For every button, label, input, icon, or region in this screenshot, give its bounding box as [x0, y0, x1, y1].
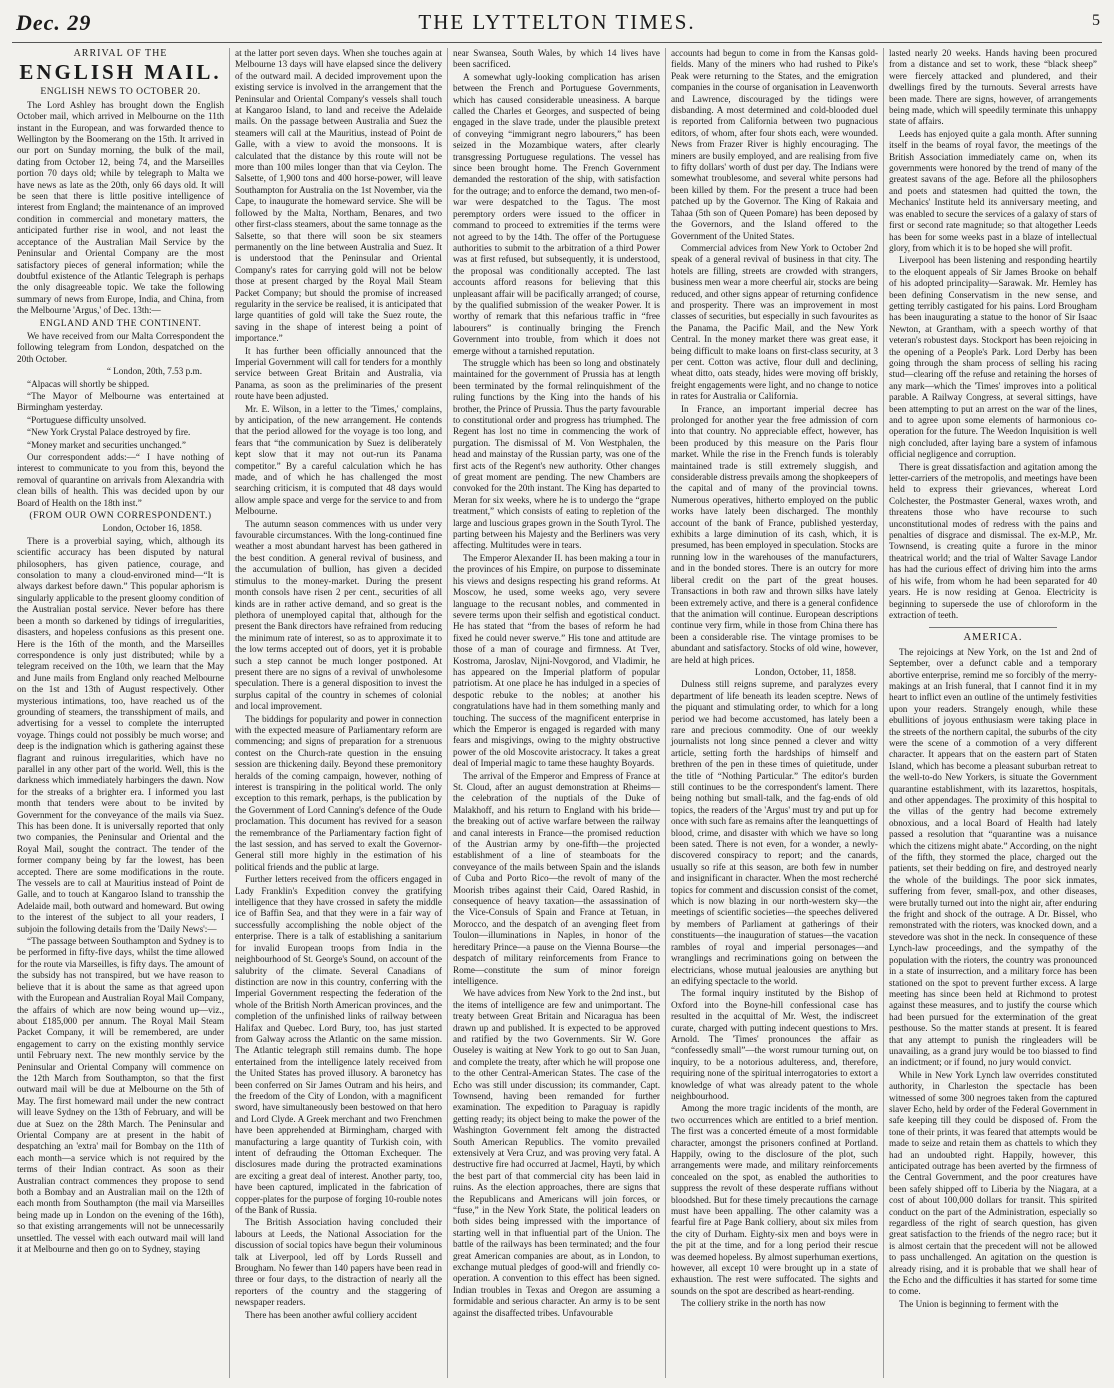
dateline: London, October, 11, 1858.: [754, 666, 856, 677]
telegram-line: “The Mayor of Melbourne was entertained at Birmingham yesterday.: [17, 390, 224, 413]
paragraph: The autumn season commences with us under very favourable circumstances. With the long-continued fine weather a most abundant harvest has been gathered in the best condition. A general revival of business, and the accumulation of bullion, has given a decided stimulus to the money-market. During the present month consols have risen 2 per cent., securities of all kinds are in rather active demand, and so great is the plethora of unemployed capital that, although for the present the Bank directors have refrained from reducing the minimum rate of interest, so as to approximate it to the low terms accepted out of doors, yet it is probable such a step cannot be much longer postponed. At present there are no signs of a revival of unwholesome speculation. There is a general disposition to invest the surplus capital of the country in schemes of colonial and local improvement.: [235, 518, 442, 712]
paragraph: The rejoicings at New York, on the 1st and 2nd of September, over a defunct cable and a temporary abortive enterprise, remind me so forcibly of the merry-makings at an Irish funeral, that I cannot find it in my heart to inflict even an outline of the untimely festivities upon your readers. Strangely enough, while these ebullitions of joyous enthusiasm were taking place in the streets of the northern capital, the suburbs of the city were the scene of a commotion of a very different character. It appears that on the eastern part of Staten Island, which has become a pleasant suburban retreat to the well-to-do New Yorkers, is situate the Government quarantine establishment, with its lazarettos, hospitals, and other appendages. The proximity of this hospital to the villas of the gentry had become extremely obnoxious, and a local Board of Health had lately passed a resolution that “quarantine was a nuisance which the citizens might abate.” According, on the night of the fifth, they stormed the place, charged out the patients, set their bedding on fire, and destroyed nearly the whole of the buildings. The poor sick inmates, suffering from fever, small-pox, and other diseases, were brutally turned out into the night air, after enduring the fright and shock of the outrage. A Dr. Bissel, who remonstrated with the rioters, was knocked down, and a stevedore was shot in the neck. In consequence of these Lynch-law proceedings, and the sympathy of the population with the rioters, the country was pronounced in a state of insurrection, and a military force has been stationed on the spot to prevent further excess. A large meeting has since been held at Richmond to protest against these measures, and to justify the course which had been pursued for the extermination of the great pesthouse. So the matter stands at present. It is feared that any attempt to punish the ringleaders will be unavailing, as a grand jury would be too biassed to find an indictment; or if found, no jury would convict.: [889, 646, 1097, 1068]
headline: ENGLISH MAIL.: [19, 60, 222, 85]
newspaper-title: THE LYTTELTON TIMES.: [418, 10, 696, 34]
paragraph: The formal inquiry instituted by the Bishop of Oxford into the Boyne-hill confessional case has resulted in the acquittal of Mr. West, the indiscreet curate, charged with putting indecent questions to Mrs. Arnold. The 'Times' pronounces the affair as “confessedly small”—the worst rumour turning out, on inquiry, to be a notorious adulteress, and, therefore, requiring none of the spiritual interrogatories to extort a knowledge of what was already patent to the whole neighbourhood.: [671, 988, 878, 1101]
paragraph: The Lord Ashley has brought down the English October mail, which arrived in Melbourne on the 11th instant in the European, and was forwarded thence to Wellington by the Boomerang on the 15th. It arrived in our port on Sunday morning, the bulk of the mail, dating from October 12, being 74, and the Marseilles portion 70 days old; while by telegraph to Malta we have news as late as the 20th, only 66 days old. It will be seen that there is little positive intelligence of interest from England; the maintenance of an improved condition in commercial and monetary matters, the anticipated further rise in wool, and not least the acceptance of the Australian Mail Service by the Peninsular and Oriental Company are the most satisfactory pieces of general information; while the doubtful existence of the Atlantic Telegraph is perhaps the only disagreeable topic. We take the following summary of news from Europe, India, and China, from the Melbourne 'Argus,' of Dec. 13th:—: [17, 99, 224, 316]
paragraph: The Union is beginning to ferment with the: [899, 1298, 1059, 1309]
paragraph: at the latter port seven days. When she touches again at Melbourne 13 days will have elapsed since the delivery of the outward mail. A decided improvement upon the existing service is involved in the arrangement that the Peninsular and Oriental Company's vessels shall touch at Kangaroo Island, to land and receive the Adelaide mails. On the passage between Australia and Suez the steamers will call at the Mauritius, instead of Point de Galle, with a view to avoid the monsoons. It is calculated that the distance by this route will not be more than 100 miles longer than that via Ceylon. The Salsette, of 1,900 tons and 400 horse-power, will leave Southampton for Australia on the 1st November, via the Cape, to inaugurate the homeward service. She will be followed by the Malta, Northam, Benares, and two other first-class steamers, about the same tonnage as the Salsette, so that there will soon be six steamers permanently on the line between Australia and Suez. It is understood that the Peninsular and Oriental Company's rates for carrying gold will not be below those at present charged by the Royal Mail Steam Packet Company; but should the promise of increased regularity in the service be realised, it is anticipated that large quantities of gold will take the Suez route, the saving in the shape of interest being a point of importance.”: [235, 48, 442, 344]
paragraph: Dulness still reigns supreme, and paralyzes every department of life beneath its leaden sceptre. News of the piquant and stimulating order, to which for a long period we had become accustomed, has lately been a rare and precious commodity. One of our weekly journalists not long since penned a clever and witty article, setting forth the hardships of himself and brethren of the pen in these times of quietitude, under the title of “Nothing Particular.” The editor's burden still continues to be the correspondent's lament. There being nothing but small-talk, and the fag-ends of old topics, the readers of the 'Argus' must try and put up for once with such fare as remains after the leanquettings of blood, crime, and disaster with which we have so long been sated. There is not even, for a wonder, a newly-discovered conspiracy to report; and the canards, usually so rife at this season, are both few in number and insignificant in character. When the most recherché topics for comment and discussion consist of the comet, which is now blazing in our north-western sky—the meetings of scientific societies—the speeches delivered by members of Parliament at gatherings of their constituents—the inauguration of statues—the vacation rambles of royal and imperial personages—and wranglings and recriminations going on between the electricians, whose mutual jealousies are anything but an edifying spectacle to the world.: [671, 679, 878, 986]
paragraph: Mr. E. Wilson, in a letter to the 'Times,' complains, by anticipation, of the new arrangement. He contends that the period allowed for the voyage is too long, and fears that “the communication by Suez is deliberately kept slow that it may not out-run its Panama competitor.” By a careful calculation which he has made, and of which he has challenged the most searching criticism, it is computed that 48 days would allow ample space and verge for the service to and from Melbourne.: [235, 403, 442, 517]
subheadline: ENGLISH NEWS TO OCTOBER 20.: [40, 86, 201, 98]
paragraph: The Emperor Alexander II. has been making a tour in the provinces of his Empire, on purpose to disseminate his views and designs respecting his grand reforms. At Moscow, he used, some weeks ago, very severe language to the recusant nobles, and commented in severe terms upon their selfish and egotistical conduct. He has stated that “from the bases of reform he had fixed he could never swerve.” His tone and attitude are those of a man of courage and firmness. At Tver, Kostroma, Jaroslav, Nijni-Novgorod, and Vladimir, he has appeared on the Imperial platform of popular patriotism. At one place he has indulged in a species of despotic rebuke to the nobles; at another his congratulations have had in them something manly and touching. The success of the magnificent enterprise in which the Emperor is engaged is regarded with many fears and misgivings, owing to the mighty obstructive power of the old Moscovite aristocracy. It takes a great deal of Imperial magic to tame these haughty Boyards.: [453, 552, 660, 769]
dateline: “ London, 20th, 7.53 p.m.: [106, 366, 202, 377]
paragraph: It has further been officially announced that the Imperial Government will call for tenders for a monthly service between Great Britain and Australia, via Panama, as soon as the preliminaries of the present route have been adjusted.: [235, 345, 442, 402]
paragraph: lasted nearly 20 weeks. Hands having been procured from a distance and set to work, these “black sheep” were fiercely attacked and plundered, and their dwellings fired by the turnouts. Several arrests have been made. There are signs, however, of arrangements being made, which will speedily terminate this unhappy state of affairs.: [889, 48, 1097, 127]
paragraph: Among the more tragic incidents of the month, are two occurrences which are entitled to a brief mention. The first was a concerted émeute of a most formidable character, amongst the prisoners confined at Portland. Happily, owing to the disclosure of the plot, such arrangements were made, and military reinforcements concealed on the spot, as enabled the authorities to suppress the revolt of these desperate ruffians without bloodshed. But for these timely precautions the carnage must have been appalling. The other calamity was a fearful fire at Page Bank colliery, about six miles from the city of Durham. Eighty-six men and boys were in the pit at the time, and for a long period their rescue was deemed hopeless. By almost superhuman exertions, however, all except 10 were brought up in a state of exhaustion. The rest were suffocated. The sights and sounds on the spot are described as heart-rending.: [671, 1103, 878, 1296]
paragraph: We have advices from New York to the 2nd inst., but the items of intelligence are few and unimportant. The treaty between Great Britain and Nicaragua has been drawn up and published. It is expected to be approved and ratified by the two Governments. Sir W. Gore Ouseley is waiting at New York to go out to San Juan, and complete the treaty, after which he will propose one to the other Central-American States. The case of the Echo was still under discussion; its commander, Capt. Townsend, having been remanded for further examination. The expedition to Paraguay is rapidly getting ready; its object being to make the power of the Washington Government felt among the distracted South American Republics. The vomito prevailed extensively at Vera Cruz, and was proving very fatal. A destructive fire had occurred at Jacmel, Hayti, by which the best part of that commercial city has been laid in ruins. As the election approaches, there are signs that the Republicans and Americans will join forces, or “fuse,” in the New York State, the political leaders on both sides being impressed with the importance of starting well in that influential part of the Union. The battle of the railways has been terminated; and the four great American companies are about, as in London, to exchange mutual pledges of good-will and friendly co-operation. A convention to this effect has been signed. Indian troubles in Texas and Oregon are assuming a formidable and serious character. An army is to be sent against the disaffected tribes. Unfavourable: [453, 988, 660, 1318]
masthead: [0, 0, 1114, 44]
paragraph: Commercial advices from New York to October 2nd speak of a general revival of business in that city. The hotels are filling, streets are crowded with strangers, business men wear a more cheerful air, stocks are being reduced, and other signs appear of returning confidence and prosperity. There was an improvement in most classes of securities, but especially in such favourites as the Panama, the Pacific Mail, and the New York Central. In the money market there was great ease, it being difficult to make loans on first-class security, at 3 per cent. Cotton was active, flour dull and declining, wheat ditto, oats steady, hides were moving off briskly, freight engagements were light, and no change to notice in rates for Australia or California.: [671, 242, 878, 402]
section-heading-america: AMERICA.: [963, 632, 1023, 644]
telegram-line: “Alpacas will shortly be shipped.: [27, 378, 150, 389]
paragraph: The colliery strike in the north has now: [681, 1298, 826, 1309]
paragraph: We have received from our Malta Correspondent the following telegram from London, despatched on the 20th October.: [17, 330, 224, 364]
paragraph: Our correspondent adds:—“ I have nothing of interest to communicate to you from this, beyond the removal of quarantine on arrivals from Alexandria with clean bills of health. This was decided upon by our Board of Health on the 18th inst.”: [17, 452, 224, 508]
paragraph: “The passage between Southampton and Sydney is to be performed in fifty-five days, whilst the time allowed for the route via Marseilles, is fifty days. The amount of the subsidy has not transpired, but we have reason to believe that it is about the same as that agreed upon with the European and Australian Royal Mail Company, the affairs of which are now being wound up—viz., about £185,000 per annum. The Royal Mail Steam Packet Company, it will be remembered, are under engagement to carry on the existing monthly service until February next. The new monthly service by the Peninsular and Oriental Company will commence on the 12th March from Southampton, so that the first outward mail will be due at Melbourne on the 5th of May. The first homeward mail under the new contract will leave Sydney on the 13th of February, and will be due at Suez on the 28th March. The Peninsular and Oriental Company are at present in the habit of despatching an 'extra' mail for Bombay on the 11th of each month—a service which is not required by the terms of their Indian contract. As soon as their Australian contract commences they propose to send both a Bombay and an Australian mail on the 12th of each month from Southampton (the mail via Marseilles being made up in London on the evening of the 16th), so that existing arrangements will not be unnecessarily unsettled. The vessel with each outward mail will land it at Melbourne and then go on to Sydney, staying: [17, 936, 224, 1255]
column-2: [230, 48, 448, 1378]
paragraph: Leeds has enjoyed quite a gala month. After sunning itself in the beams of royal favor, the meetings of the British Association immediately came on, when its governments were honored by the trend of many of the greatest savans of the age. Before all the philosophers and poets and statesmen had quitted the town, the Mechanics' Institute held its anniversary meeting, and was enabled to secure the services of a galaxy of stars of first or second rate magnitude; so that altogether Leeds has been for some weeks past in a blaze of intellectual glory, from which it is to be hoped she will profit.: [889, 128, 1097, 253]
paragraph: There has been another awful colliery accident: [245, 1309, 417, 1320]
telegram-line: “Portuguese difficulty unsolved.: [27, 414, 146, 425]
paragraph: accounts had begun to come in from the Kansas gold-fields. Many of the miners who had rushed to Pike's Peak were returning to the States, and the emigration companies in the course of organisation in Leavenworth and Lawrence, discouraged by the tidings were disbanding. A most determined and cold-blooded duel is reported from California between two pugnacious editors, of whom, after four shots each, were wounded. News from Frazer River is highly encouraging. The miners are busily employed, and are realising from five to fifty dollars' worth of dust per day. The Indians were somewhat troublesome, and several white persons had been killed by them. For the present a truce had been patched up by the Governor. The King of Rakaia and Tahaa (5th son of Queen Pomare) has been deposed by the Governors, and the Island offered to the Government of the United States.: [671, 48, 878, 241]
dateline: London, October 16, 1858.: [102, 523, 202, 534]
column-1: [12, 48, 230, 1378]
column-4: [666, 48, 884, 1378]
headline-kicker: ARRIVAL OF THE: [73, 48, 168, 59]
columns: [12, 48, 1104, 1378]
paragraph: A somewhat ugly-looking complication has arisen between the French and Portuguese Governments, which has caused considerable uneasiness. A barque called the Charles et Georges, and suspected of being engaged in the slave trade, under the plausible pretext of conveying “immigrant negro labourers,” has been seized in the Mozambique waters, after clearly transgressing Portuguese regulations. The vessel has since been brought home. The French Government demanded the restoration of the ship, with satisfaction for the outrage; and to enforce the demand, two men-of-war were despatched to the Tagus. The most peremptory orders were issued to the officer in command to proceed to extremities if the terms were not agreed to by the 14th. The offer of the Portuguese authorities to submit to the arbitration of a third Power was at first refused, but subsequently, it is understood, the proposal was conditionally accepted. The last accounts afford reasons for believing that this unpleasant affair will be pacifically arranged; of course, by the qualified submission of the weaker Power. It is worthy of remark that this nefarious traffic in “free labourers” is continually bringing the French Government into trouble, from which it does not emerge without a tarnished reputation.: [453, 71, 660, 356]
column-5: [884, 48, 1102, 1378]
paragraph: Further letters received from the officers engaged in Lady Franklin's Expedition convey the gratifying intelligence that they have crossed in safety the middle ice of Baffin Sea, and that they were in a fair way of successfully accomplishing the noble object of the enterprise. There is a talk of establishing a sanitarium for invalid European troops from India in the neighbourhood of St. George's Sound, on account of the salubrity of the climate. Several Canadians of distinction are now in this country, conferring with the Imperial Government respecting the federation of the whole of the British North American provinces, and the completion of the unfinished links of railway between Halifax and Quebec. Lord Bury, too, has just started from Galway across the Atlantic on the same mission. The Atlantic telegraph still remains dumb. The hope entertained from the intelligence lately received from the United States has proved illusory. A baronetcy has been conferred on Sir James Outram and his heirs, and the freedom of the City of London, with a magnificent sword, have simultaneously been bestowed on that hero and Lord Clyde. A Greek merchant and two Frenchmen have been apprehended at Birmingham, charged with manufacturing a large quantity of Turkish coin, with intent of defrauding the Ottoman Exchequer. The disclosures made during the protracted examinations are exciting a great deal of interest. Another party, too, have been captured, implicated in the fabrication of copper-plates for the purpose of forging 10-rouble notes of the Bank of Russia.: [235, 874, 442, 1216]
paragraph: The British Association having concluded their labours at Leeds, the National Association for the discussion of social topics have begun their voluminous talk at Liverpool, led off by Lords Russell and Brougham. No fewer than 140 papers have been read in three or four days, to the distraction of nearly all the reporters of the country and the staggering of newspaper readers.: [235, 1217, 442, 1308]
section-divider: [929, 627, 1057, 628]
paragraph: near Swansea, South Wales, by which 14 lives have been sacrificed.: [453, 48, 660, 70]
paragraph: The biddings for popularity and power in connection with the expected measure of Parliamentary reform are commencing; and signs of preparation for a strenuous contest on the Church-rate question in the ensuing session are thickening daily. Beyond these premonitory heralds of the coming campaign, however, nothing of interest is transpiring in the political world. The only exception to this remark, perhaps, is the publication by the Government of Lord Canning's defence of the Oude proclamation. This document has revived for a season the remembrance of the Parliamentary faction fight of the last session, and has served to exalt the Governor-General still more highly in the estimation of his political friends and the public at large.: [235, 713, 442, 872]
paragraph: The struggle which has been so long and obstinately maintained for the government of Prussia has at length been terminated by the formal relinquishment of the ruling functions by the King into the hands of his brother, the Prince of Prussia. Thus the party favourable to constitutional order and progress has triumphed. The Regent has lost no time in commencing the work of purgation. The dismissal of M. Von Westphalen, the head and mainstay of the Russian party, was one of the first acts of the Regent's new authority. Other changes of great moment are pending. The new Chambers are convoked for the 20th instant. The King has departed to Meran for six weeks, where he is to undergo the “grape treatment,” which consists of eating to repletion of the large and luscious grapes grown in the South Tyrol. The parting between his Majesty and the Berliners was very affecting. Multitudes were in tears.: [453, 357, 660, 551]
column-3: [448, 48, 666, 1378]
paragraph: While in New York Lynch law overrides constituted authority, in Charleston the spectacle has been witnessed of some 300 negroes taken from the captured slaver Echo, held by order of the Federal Government in safe keeping till they could be disposed of. From the tone of their prints, it was feared that attempts would be made to seize and retain them as chattels to which they had an undoubted right. Happily, however, this anticipated outrage has been averted by the firmness of the Central Government, and the poor creatures have been safely shipped off to Liberia by the Niagara, at a cost of about 100,000 dollars for transit. This spirited conduct on the part of the Administration, especially so regardless of the right of search question, has given great satisfaction to the friends of the negro race; but it is almost certain that the precedent will not be allowed to pass unchallenged. An agitation on the question is already rising, and it is probable that we shall hear of the Echo and the difficulties it has started for some time to come.: [889, 1069, 1097, 1297]
masthead-rule: [12, 42, 1102, 43]
paragraph: Liverpool has been listening and responding heartily to the eloquent appeals of Sir James Brooke on behalf of his adopted principality—Sarawak. Mr. Hemley has been defining Conservatism in the new sense, and getting terribly castigated for his pains. Lord Brougham has been inaugurating a statue to the honor of Sir Isaac Newton, at Grantham, with a speech worthy of that veteran's robustest days. Stockport has been rejoicing in the opening of a People's Park. Lord Derby has been going through the sham process of selling his racing stud—clearing off the refuse and retaining the horses of any mark—which the 'Times' improves into a political parable. A Railway Congress, at several sittings, have been attempting to put an arrest on the war of the lines, and to agree upon some elements of harmonious co-operation for the future. The Weedon Inquisition is well nigh concluded, after laying bare a system of infamous official negligence and corruption.: [889, 255, 1097, 460]
section-subhead: ENGLAND AND THE CONTINENT.: [39, 317, 202, 329]
issue-date: Dec. 29: [16, 10, 92, 35]
correspondent-subhead: (FROM OUR OWN CORRESPONDENT.): [29, 510, 212, 522]
paragraph: In France, an important imperial decree has prolonged for another year the free admission of corn into that country. No appreciable effect, however, has been produced by this measure on the Paris flour market. While the rise in the French funds is tolerably maintained trade is still extremely sluggish, and considerable distress prevails among the shopkeepers of the capital and of many of the provincial towns. Numerous operatives, hitherto employed on the public works have lately been discharged. The monthly account of the bank of France, published yesterday, exhibits a large diminution of its cash, which, it is presumed, has been employed in speculation. Stocks are running low in the warehouses of the manufacturers, and in the bonded stores. There is an outcry for more liberal credit on the part of the great houses. Transactions in both raw and thrown silks have lately been extremely active, and there is a general confidence that the animation will continue. European descriptions continue very firm, while in those from China there has been a considerable rise. The vintage promises to be abundant and satisfactory. Stocks of old wine, however, are held at high prices.: [671, 403, 878, 665]
paragraph: There is great dissatisfaction and agitation among the letter-carriers of the metropolis, and meetings have been held to express their grievances, whereat Lord Colchester, the Postmaster General, waxes wroth, and threatens those who have recourse to such unconstitutional modes of redress with the pains and penalties of disgrace and dismissal. The ex-M.P., Mr. Townsend, is creating quite a furore in the minor theatrical world; and the trial of Walter Savage Landor has had the curious effect of driving him into the arms of his wife, from whom he had been separated for 40 years. He is now residing at Genoa. Electricity is beginning to supersede the use of chloroform in the extraction of teeth.: [889, 461, 1097, 620]
page-number: 5: [1092, 12, 1100, 29]
paragraph: There is a proverbial saying, which, although its scientific accuracy has been disputed by natural philosophers, has given patience, courage, and consolation to many a cloud-environed mind—“It is always darkest before dawn.” This popular aphorism is singularly applicable to the present gloomy condition of the Australian postal service. Never before has there been a month so darkened by tidings of irregularities, disasters, and hopeless confusions as this present one. Here is the 16th of the month, and the Marseilles correspondence is only just distributed; while by a telegram received on the 10th, we learn that the May and June mails from England only reached Melbourne on the 1st and 13th of August respectively. Other mysterious intimations, too, have reached us of the grounding of steamers, the transshipment of mails, and advertising for a vessel to complete the interrupted voyage. Things could not possibly be much worse; and deep is the indignation which is gathering against these flagrant and ruinous irregularities, which have no parallel in any other part of the world. Well, this is the darkness which immediately harbingers the dawn. Now for the streaks of a brighter era. I informed you last month that tenders were about to be invited by Government for the conveyance of the mails via Suez. This has been done. It is universally reported that only two companies, the Peninsular and Oriental and the Royal Mail, sought the contract. The tender of the former company being by far the lowest, has been accepted. There are some modifications in the route. The vessels are to call at Mauritius instead of Point de Galle, and to touch at Kangaroo Island to transship the Adelaide mail, both outward and homeward. But owing to the interest of the subject to all your readers, I subjoin the following details from the 'Daily News':—: [17, 535, 224, 934]
paragraph: The arrival of the Emperor and Empress of France at St. Cloud, after an august demonstration at Rheims—the celebration of the nuptials of the Duke of Malakhoff, and his return to England with his bride—the breaking out of active warfare between the railway and canal interests in France—the promised reduction of the Austrian army by one-fifth—the projected establishment of a line of steamboats for the conveyance of the mails between Spain and the islands of Cuba and Porto Rico—the revolt of many of the Moorish tribes against their Caid, Oared Rashid, in consequence of heavy taxation—the assassination of the Vice-Consuls of Spain and France at Tetuan, in Morocco, and the despatch of an avenging fleet from Toulon—illuminations in Naples, in honor of the hereditary Prince—a pause on the Vienna Bourse—the despatch of military reinforcements from France to Rome—constitute the sum of minor foreign intelligence.: [453, 770, 660, 986]
telegram-line: “Money market and securities unchanged.”: [27, 439, 186, 450]
telegram-line: “New York Crystal Palace destroyed by fire.: [27, 427, 191, 438]
